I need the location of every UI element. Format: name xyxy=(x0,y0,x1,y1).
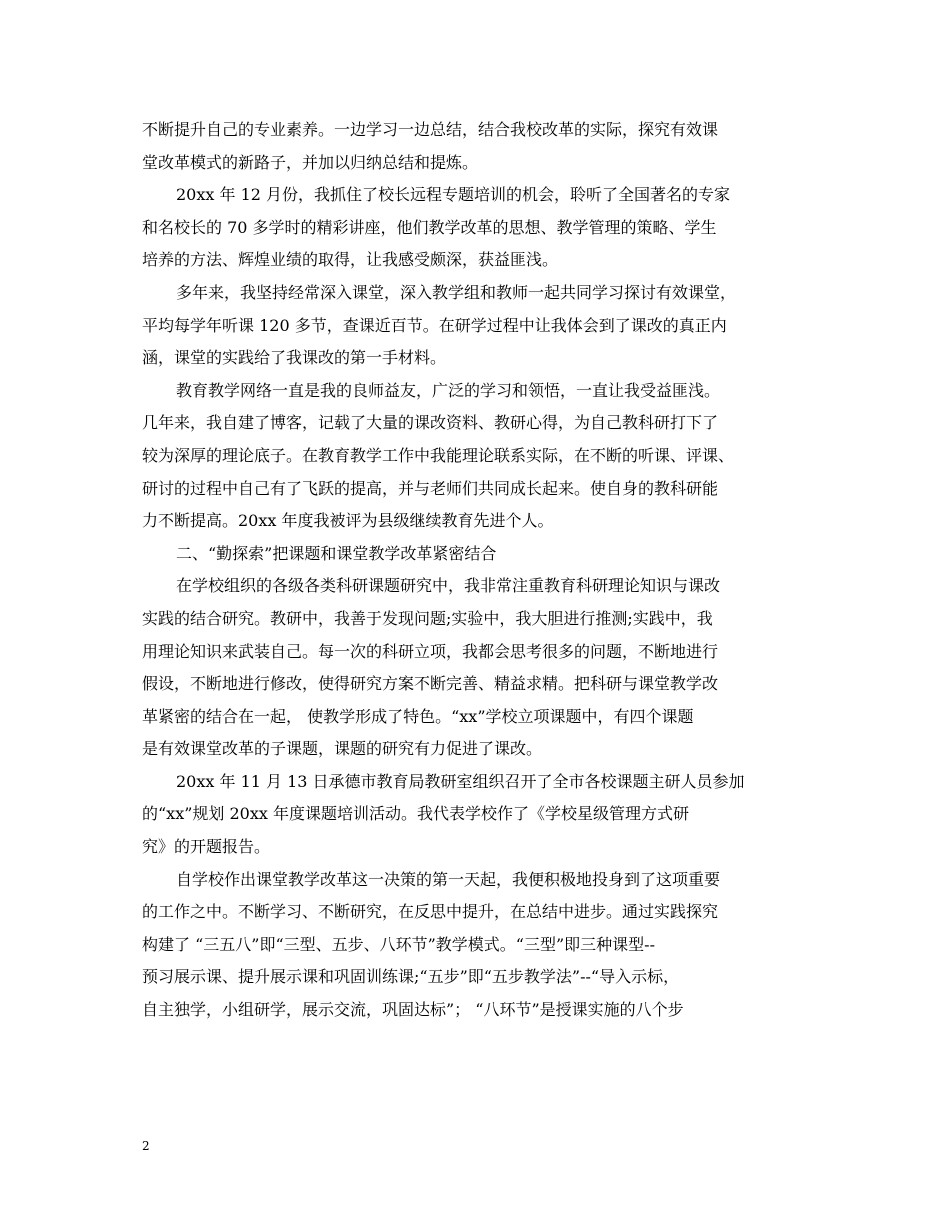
text-line: 构建了 “三五八”即“三型、五步、八环节”教学模式。“三型”即三种课型-- xyxy=(142,934,655,954)
text-line: 几年来，我自建了博客，记载了大量的课改资料、教研心得，为自己教科研打下了 xyxy=(142,413,719,433)
text-line: 预习展示课、提升展示课和巩固训练课;“五步”即“五步教学法”--“导入示标， xyxy=(142,967,680,987)
text-line: 教育教学网络一直是我的良师益友，广泛的学习和领悟，一直让我受益匪浅。 xyxy=(176,380,721,400)
text-line: 20xx 年 12 月份，我抓住了校长远程专题培训的机会，聆听了全国著名的专家 xyxy=(176,185,731,205)
text-line: 究》的开题报告。 xyxy=(142,837,271,857)
text-line: 20xx 年 11 月 13 日承德市教育局教研室组织召开了全市各校课题主研人员参加 xyxy=(176,771,745,791)
text-line: 假设，不断地进行修改，使得研究方案不断完善、精益求精。把科研与课堂教学改 xyxy=(142,674,719,694)
text-line: 自学校作出课堂教学改革这一决策的第一天起，我便积极地投身到了这项重要 xyxy=(176,869,721,889)
text-line: 和名校长的 70 多学时的精彩讲座，他们教学改革的思想、教学管理的策略、学生 xyxy=(142,217,717,237)
text-line: 平均每学年听课 120 多节，查课近百节。在研学过程中让我体会到了课改的真正内 xyxy=(142,315,727,335)
text-line: 不断提升自己的专业素养。一边学习一边总结，结合我校改革的实际，探究有效课 xyxy=(142,120,719,139)
text-line: 的工作之中。不断学习、不断研究，在反思中提升，在总结中进步。通过实践探究 xyxy=(142,902,719,922)
text-line: 多年来，我坚持经常深入课堂，深入教学组和教师一起共同学习探讨有效课堂， xyxy=(176,282,737,302)
text-line: 较为深厚的理论底子。在教育教学工作中我能理论联系实际，在不断的听课、评课、 xyxy=(142,445,735,465)
text-line: 涵，课堂的实践给了我课改的第一手材料。 xyxy=(142,348,447,368)
text-line: 研讨的过程中自己有了飞跃的提高，并与老师们共同成长起来。使自身的教科研能 xyxy=(142,478,719,498)
text-line: 是有效课堂改革的子课题，课题的研究有力促进了课改。 xyxy=(142,739,543,759)
text-line: 的“xx”规划 20xx 年度课题培训活动。我代表学校作了《学校星级管理方式研 xyxy=(142,804,689,824)
text-line: 堂改革模式的新路子，并加以归纳总结和提炼。 xyxy=(142,152,479,172)
text-line: 力不断提高。20xx 年度我被评为县级继续教育先进个人。 xyxy=(142,511,554,531)
text-line: 用理论知识来武装自己。每一次的科研立项，我都会思考很多的问题，不断地进行 xyxy=(142,641,719,661)
text-line: 自主独学，小组研学，展示交流，巩固达标”； “八环节”是授课实施的八个步 xyxy=(142,1000,684,1020)
body-text xyxy=(142,114,832,1027)
text-line: 培养的方法、辉煌业绩的取得，让我感受颇深，获益匪浅。 xyxy=(142,250,559,270)
section-heading: 二、“勤探索”把课题和课堂教学改革紧密结合 xyxy=(176,543,497,563)
text-line: 在学校组织的各级各类科研课题研究中，我非常注重教育科研理论知识与课改 xyxy=(176,576,721,596)
text-line: 实践的结合研究。教研中，我善于发现问题;实验中，我大胆进行推测;实践中，我 xyxy=(142,608,713,628)
page-number: 2 xyxy=(142,1139,150,1153)
text-line: 革紧密的结合在一起， 使教学形成了特色。“xx”学校立项课题中，有四个课题 xyxy=(142,706,694,726)
